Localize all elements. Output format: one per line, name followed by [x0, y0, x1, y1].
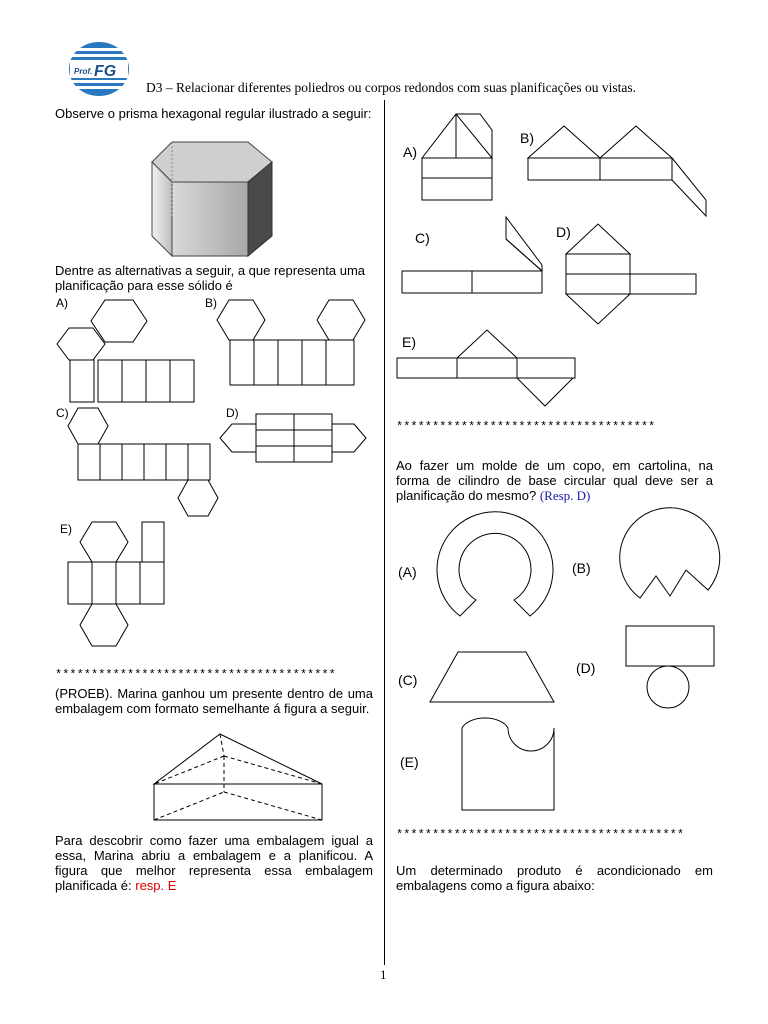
logo-graphic — [68, 40, 130, 98]
q3-question-text: Ao fazer um molde de um copo, em cartolina, na forma de cilindro de base circular qual deve ser a planificação do mesmo? — [396, 458, 713, 503]
q4-text: Um determinado produto é acondicionado em embalagens como a figura abaixo: — [396, 863, 713, 893]
q3-option-e-label: (E) — [400, 754, 419, 770]
q2-option-e-label: E) — [402, 334, 416, 350]
separator-stars-right-2: **************************************** — [396, 828, 685, 842]
q3-option-c-net — [428, 650, 558, 705]
q1-option-a-net — [55, 296, 215, 406]
logo — [68, 40, 130, 98]
q2-option-c-net — [400, 215, 550, 300]
q2-option-e-net — [395, 328, 580, 413]
q3-option-d-label: (D) — [576, 660, 596, 676]
q3-option-b-label: (B) — [572, 560, 591, 576]
q2-intro: (PROEB). Marina ganhou um presente dentro de uma embalagem com formato semelhante á figura a seguir. — [55, 686, 373, 716]
hexagonal-prism-figure — [150, 138, 300, 258]
q2-option-c-label: C) — [415, 230, 430, 246]
q2-option-a-label: A) — [403, 144, 417, 160]
q3-option-b-net — [612, 512, 722, 612]
q1-option-a-label: A) — [56, 296, 68, 310]
page-title: D3 – Relacionar diferentes poliedros ou corpos redondos com suas planificações ou vistas. — [146, 80, 636, 95]
q1-option-c-label: C) — [56, 406, 69, 420]
q2-option-d-label: D) — [556, 224, 571, 240]
q2-option-a-net — [420, 110, 500, 205]
triangular-prism-figure — [152, 732, 327, 827]
q3-option-a-label: (A) — [398, 564, 417, 580]
q3-answer: (Resp. D) — [539, 488, 591, 503]
q3-option-d-net — [624, 624, 724, 708]
q1-intro: Observe o prisma hexagonal regular ilustrado a seguir: — [55, 106, 372, 121]
q1-option-b-label: B) — [205, 296, 217, 310]
separator-stars-left: *************************************** — [55, 668, 336, 682]
q3-option-c-label: (C) — [398, 672, 418, 688]
separator-stars-right-1: ************************************ — [396, 420, 656, 434]
q3-question — [396, 458, 713, 503]
q3-option-a-net — [430, 518, 560, 618]
svg-text:Prof.: Prof. — [74, 67, 93, 76]
column-divider — [384, 100, 385, 965]
q1-option-b-net — [215, 296, 375, 391]
q1-option-c-net — [62, 404, 232, 514]
q2-question-text: Para descobrir como fazer uma embalagem igual a essa, Marina abriu a embalagem e a planificou. A figura que melhor representa essa embalagem planificada é: — [55, 833, 373, 893]
q3-option-e-net — [460, 712, 570, 812]
q1-option-e-label: E) — [60, 522, 72, 536]
q2-question — [55, 833, 373, 893]
q2-option-b-label: B) — [520, 130, 534, 146]
svg-text:FG: FG — [94, 63, 117, 80]
page-number: 1 — [380, 967, 387, 982]
q2-option-b-net — [526, 122, 716, 217]
q1-option-d-net — [218, 410, 378, 470]
q1-question: Dentre as alternativas a seguir, a que representa uma planificação para esse sólido é — [55, 263, 366, 293]
q1-option-e-net — [66, 518, 196, 648]
q2-option-d-net — [560, 220, 700, 325]
q1-option-d-label: D) — [226, 406, 239, 420]
q2-answer: resp. E — [135, 878, 177, 893]
